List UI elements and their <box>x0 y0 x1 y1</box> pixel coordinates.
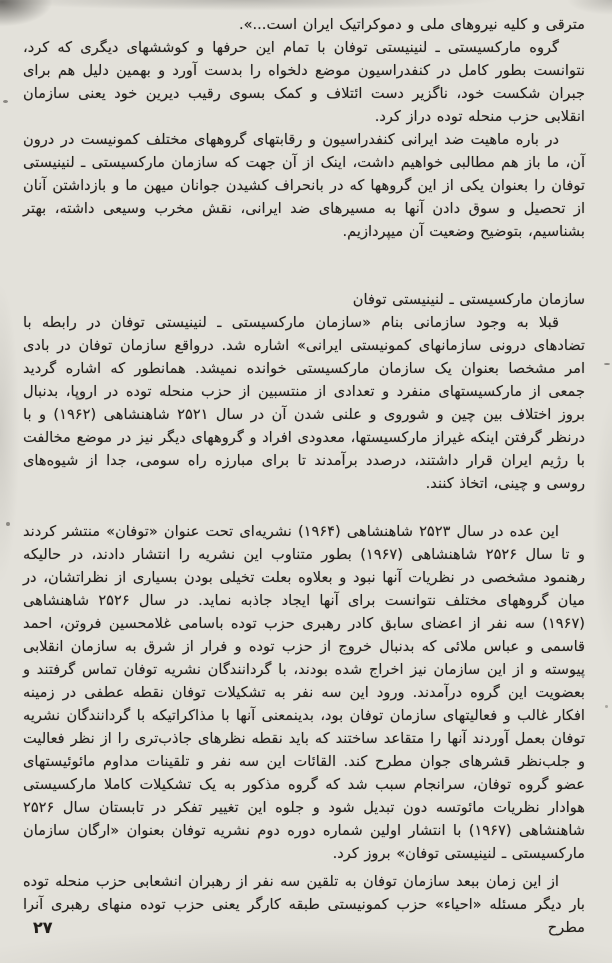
section-heading: سازمان مارکسیستی ـ لنینیستی توفان <box>352 291 585 308</box>
paragraph-continuation: مترقی و کلیه نیروهای ملی و دموکراتیک ایران است...». <box>238 16 585 33</box>
scan-artifact <box>605 705 608 708</box>
scan-artifact <box>3 100 8 103</box>
paragraph-tufan-confederation: گروه مارکسیستی ـ لنینیستی توفان با تمام این حرفها و کوششهای دیگری که کرد، نتوانست بطور کامل در کنفدراسیون موضع دلخواه را بدست آورد و بهمین دلیل هم برای جبران شکست خود، ناگزیر دست ائتلاف و کمک بسوی رقیب دیرین خود یعنی سازمان انقلابی حزب منحله توده دراز کرد. <box>23 39 585 125</box>
scan-artifact <box>6 522 10 526</box>
paragraph-organization-origins: قبلا به وجود سازمانی بنام «سازمان مارکسیستی ـ لنینیستی توفان در رابطه با تضادهای درونی سازمانهای کمونیستی ایرانی» اشاره شد. درواقع سازمان توفان در بادی امر مشخصا بعنوان یک سازمان مارکسیستی خوانده نمیشد. همانطور که اشاره گردید جمعی از مارکسیستهای منفرد و تعدادی از منتسبین از حزب منحله توده در اروپا، بدنبال بروز اختلاف بین چین و شوروی و علنی شدن آن در سال ۲۵۲۱ شاهنشاهی (۱۹۶۲) و با درنظر گرفتن اینکه غیراز مارکسیستها، معدودی افراد و گروههای دیگر نیز در موضع مخالفت با رژیم ایران قرار داشتند، درصدد برآمدند تا برای مبارزه راه سومی، جدا از شیوه‌های روسی و چینی، اتخاذ کنند. <box>23 314 585 492</box>
paragraph-tufan-publication-history: این عده در سال ۲۵۲۳ شاهنشاهی (۱۹۶۴) نشریه‌ای تحت عنوان «توفان» منتشر کردند و تا سال ۲۵۲۶ شاهنشاهی (۱۹۶۷) بطور متناوب این نشریه را انتشار دادند، در حالیکه رهنمود مشخصی در نظریات آنها نبود و بعلاوه بعلت تخیلی بودن بسیاری از نظراتشان، در میان گروههای مختلف نتوانست برای آنها ایجاد جاذبه نماید. در سال ۲۵۲۶ شاهنشاهی (۱۹۶۷) سه نفر از اعضای سابق کادر رهبری حزب توده باسامی غلامحسین فروتن، احمد قاسمی و عباس ملائی که بدنبال خروج از حزب توده و فرار از شرق به سازمان انقلابی پیوسته و از این سازمان نیز اخراج شده بودند، با گردانندگان نشریه توفان تماس گرفتند و بعضویت این گروه درآمدند. ورود این سه نفر به تشکیلات توفان نقطه عطفی در زمینه افکار غالب و فعالیتهای سازمان توفان بود، بدینمعنی آنها با مذاکراتیکه با گردانندگان نشریه توفان بعمل آوردند آنها را متقاعد ساختند که باید نقطه نظرهای جاذب‌تری را از نظر فعالیت و جلب‌نظر قشرهای جوان مطرح کند. القائات این سه نفر و تلقینات مداوم مائوئیستهای عضو گروه توفان، سرانجام سبب شد که گروه مذکور به یک تشکیلات کاملا مارکسیستی هوادار نظریات مائوتسه دون تبدیل شود و جلوه این تغییر تفکر در تابستان سال ۲۵۲۶ شاهنشاهی (۱۹۶۷) با انتشار اولین شماره دوره دوم نشریه توفان بعنوان «ارگان سازمان مارکسیستی ـ لنینیستی توفان» بروز کرد. <box>23 523 585 862</box>
page-number: ۲۷ <box>33 918 53 937</box>
page-text-block <box>23 13 585 939</box>
scan-artifact <box>604 363 610 365</box>
paragraph-anti-iranian-nature: در باره ماهیت ضد ایرانی کنفدراسیون و رقابتهای گروههای مختلف کمونیست در درون آن، ما باز هم مطالبی خواهیم داشت، اینک از آن جهت که سازمان مارکسیستی ـ لنینیستی توفان را بعنوان یکی از این گروهها که در بانحراف کشیدن جوانان میهن ما و بازداشتن آنان از تحصیل و سوق دادن آنها به مسیرهای ضد ایرانی، نقش مخرب وسیعی داشته، بهتر بشناسیم، بتوضیح وضعیت آن میپردازیم. <box>23 131 585 240</box>
paragraph-party-revival: از این زمان ببعد سازمان توفان به تلقین سه نفر از رهبران انشعابی حزب منحله توده بار دیگر مسئله «احیاء» حزب کمونیستی طبقه کارگر یعنی حزب توده منهای رهبری آنرا مطرح <box>23 873 585 936</box>
